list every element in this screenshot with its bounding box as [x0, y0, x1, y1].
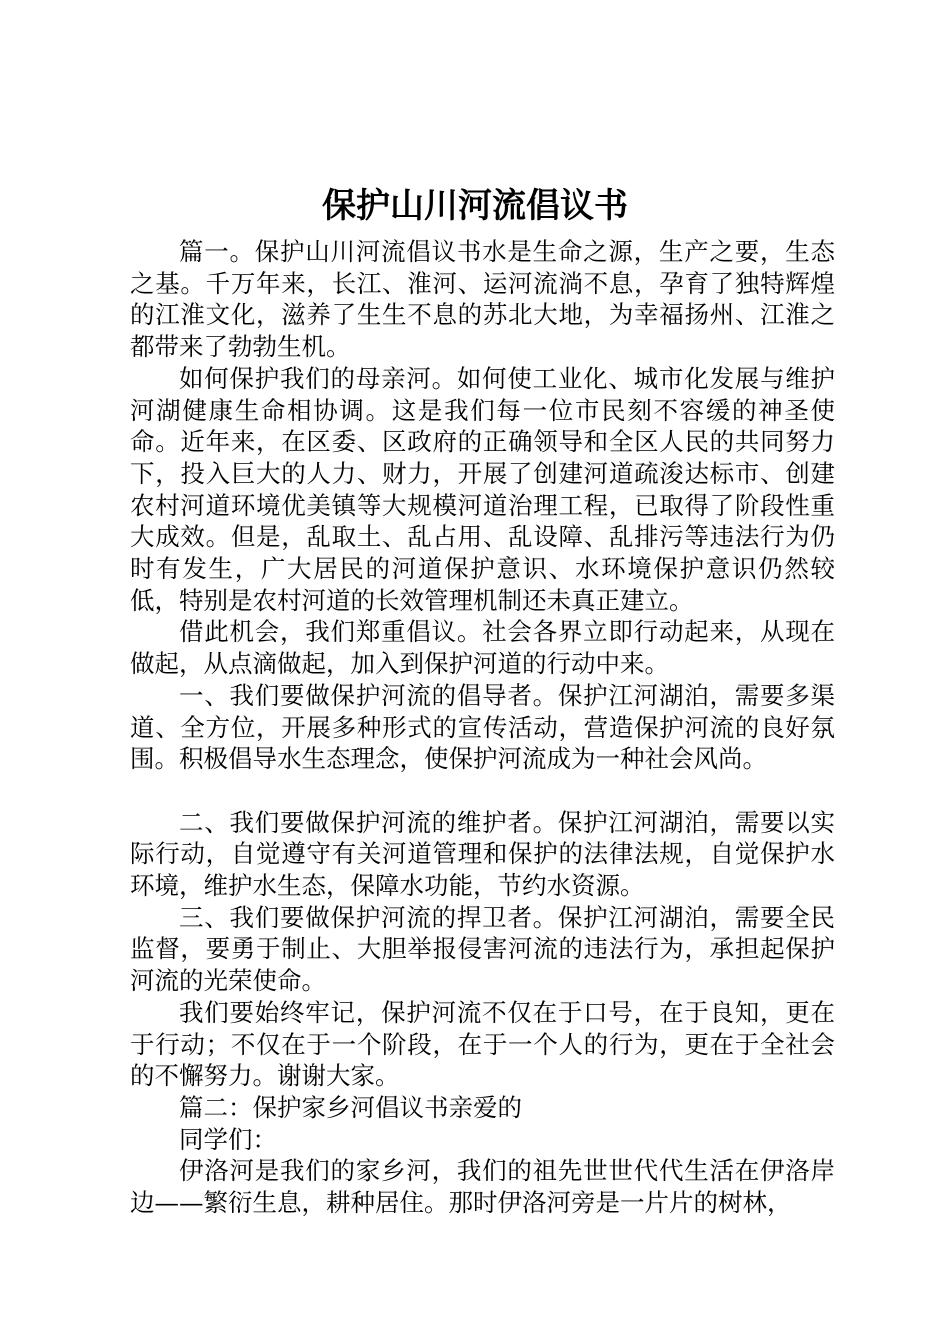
paragraph-point-two: 二、我们要做保护河流的维护者。保护江河湖泊，需要以实际行动，自觉遵守有关河道管理和保护的法律法规，自觉保护水环境，维护水生态，保障水功能，节约水资源。 — [130, 807, 835, 901]
paragraph-closing: 我们要始终牢记，保护河流不仅在于口号，在于良知，更在于行动；不仅在于一个阶段，在于一个人的行为，更在于全社会的不懈努力。谢谢大家。 — [130, 997, 835, 1091]
paragraph-proposal: 借此机会，我们郑重倡议。社会各界立即行动起来，从现在做起，从点滴做起，加入到保护河道的行动中来。 — [130, 617, 835, 679]
document-title: 保护山川河流倡议书 — [322, 186, 628, 226]
document-body — [130, 236, 835, 1219]
paragraph-point-three: 三、我们要做保护河流的捍卫者。保护江河湖泊，需要全民监督，要勇于制止、大胆举报侵害河流的违法行为，承担起保护河流的光荣使命。 — [130, 902, 835, 996]
paragraph-intro: 篇一。保护山川河流倡议书水是生命之源，生产之要，生态之基。千万年来，长江、淮河、运河流淌不息，孕育了独特辉煌的江淮文化，滋养了生生不息的苏北大地，为幸福扬州、江淮之都带来了勃勃生机。 — [130, 237, 835, 362]
paragraph-point-one: 一、我们要做保护河流的倡导者。保护江河湖泊，需要多渠道、全方位，开展多种形式的宣传活动，营造保护河流的良好氛围。积极倡导水生态理念，使保护河流成为一种社会风尚。 — [130, 680, 835, 774]
paragraph-background: 如何保护我们的母亲河。如何使工业化、城市化发展与维护河湖健康生命相协调。这是我们每一位市民刻不容缓的神圣使命。近年来，在区委、区政府的正确领导和全区人民的共同努力下，投入巨大的人力、财力，开展了创建河道疏浚达标市、创建农村河道环境优美镇等大规模河道治理工程，已取得了阶段性重大成效。但是，乱取土、乱占用、乱设障、乱排污等违法行为仍时有发生，广大居民的河道保护意识、水环境保护意识仍然较低，特别是农村河道的长效管理机制还未真正建立。 — [130, 363, 835, 615]
paragraph-part-two-body: 伊洛河是我们的家乡河，我们的祖先世世代代生活在伊洛岸边——繁衍生息，耕种居住。那时伊洛河旁是一片片的树林， — [130, 1156, 835, 1218]
paragraph-part-two-heading: 篇二：保护家乡河倡议书亲爱的 — [179, 1092, 522, 1122]
paragraph-salutation: 同学们： — [179, 1124, 277, 1154]
